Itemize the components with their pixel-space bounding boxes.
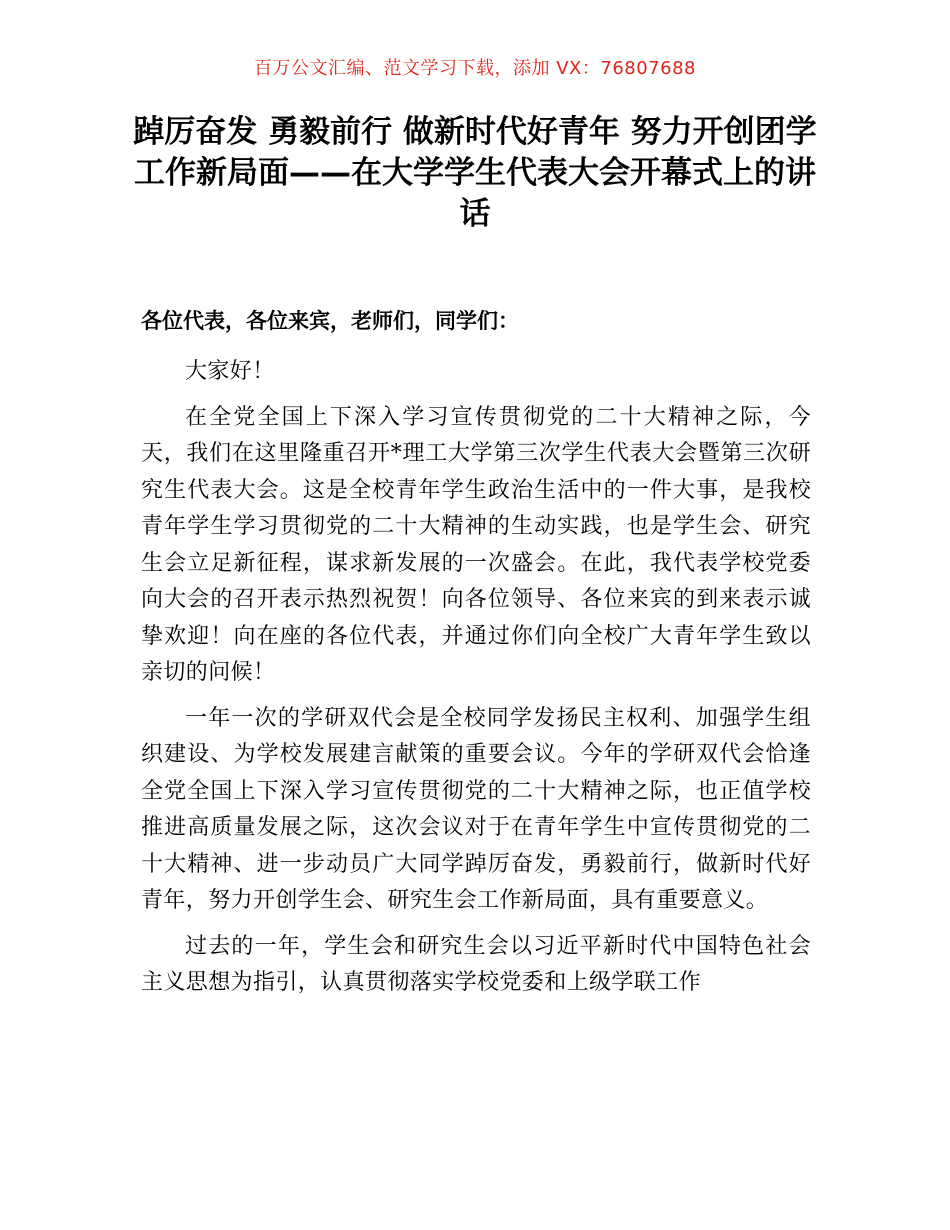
paragraph-greeting: 大家好！: [185, 359, 275, 384]
document-title: 踔厉奋发 勇毅前行 做新时代好青年 努力开创团学工作新局面——在大学学生代表大会开幕式上的讲话: [133, 114, 817, 232]
paragraph-2: 一年一次的学研双代会是全校同学发扬民主权利、加强学生组织建设、为学校发展建言献策的重要会议。今年的学研双代会恰逢全党全国上下深入学习宣传贯彻党的二十大精神之际，也正值学校推进高质量发展之际，这次会议对于在青年学生中宣传贯彻党的二十大精神、进一步动员广大同学踔厉奋发，勇毅前行，做新时代好青年，努力开创学生会、研究生会工作新局面，具有重要意义。: [141, 705, 811, 913]
salutation: 各位代表，各位来宾，老师们，同学们：: [141, 309, 519, 333]
body-text: [141, 354, 811, 1011]
paragraph-3: 过去的一年，学生会和研究生会以习近平新时代中国特色社会主义思想为指引，认真贯彻落实学校党委和上级学联工作: [141, 933, 811, 995]
watermark-header: 百万公文汇编、范文学习下载，添加 VX：76807688: [254, 58, 696, 79]
paragraph-1: 在全党全国上下深入学习宣传贯彻党的二十大精神之际，今天，我们在这里隆重召开*理工大学第三次学生代表大会暨第三次研究生代表大会。这是全校青年学生政治生活中的一件大事，是我校青年学生学习贯彻党的二十大精神的生动实践，也是学生会、研究生会立足新征程，谋求新发展的一次盛会。在此，我代表学校党委向大会的召开表示热烈祝贺！向各位领导、各位来宾的到来表示诚挚欢迎！向在座的各位代表，并通过你们向全校广大青年学生致以亲切的问候！: [141, 404, 811, 685]
